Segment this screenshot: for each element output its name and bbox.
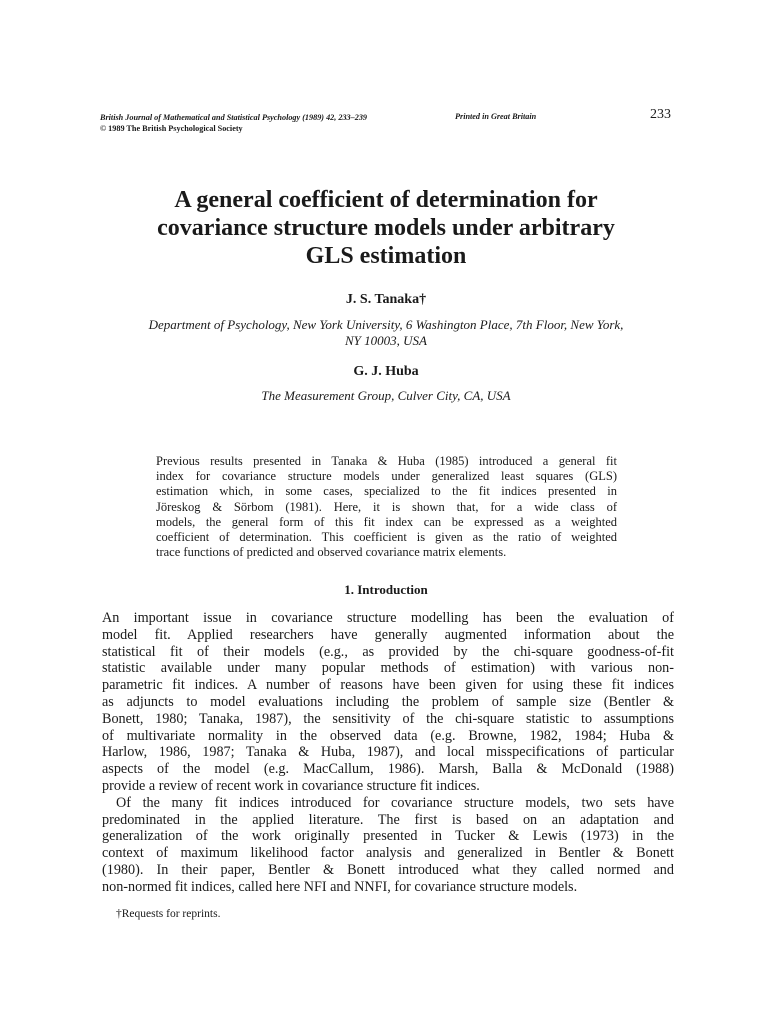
body-line: model fit. Applied researchers have generally augmented information about the: [102, 626, 674, 643]
abstract-line: estimation which, in some cases, specialized to the fit indices presented in: [156, 484, 617, 499]
body-line: (1980). In their paper, Bentler & Bonett introduced what they called normed and: [102, 861, 674, 878]
paper-title: [100, 186, 672, 270]
title-line: A general coefficient of determination for: [174, 187, 598, 213]
body-line: Of the many fit indices introduced for covariance structure models, two sets have: [116, 794, 674, 811]
author-name: G. J. Huba: [353, 364, 419, 379]
affiliation-line: Department of Psychology, New York University, 6 Washington Place, 7th Floor, New York,: [148, 317, 624, 332]
journal-citation: British Journal of Mathematical and Statistical Psychology (1989) 42, 233–239: [100, 113, 368, 122]
affiliation-line: The Measurement Group, Culver City, CA, USA: [261, 388, 511, 403]
body-line: as adjuncts to model evaluations including the problem of sample size (Bentler &: [102, 693, 674, 710]
body-line: of multivariate normality in the observed data (e.g. Browne, 1982, 1984; Huba &: [102, 727, 674, 744]
section-heading: 1. Introduction: [344, 582, 428, 597]
body-text: [102, 610, 674, 896]
author-name: J. S. Tanaka†: [345, 292, 427, 307]
body-line: An important issue in covariance structure modelling has been the evaluation of: [102, 610, 674, 626]
body-line: generalization of the work originally presented in Tucker & Lewis (1973) in the: [102, 828, 674, 845]
abstract: [156, 454, 617, 560]
title-line: GLS estimation: [305, 243, 467, 269]
body-line: provide a review of recent work in covariance structure fit indices.: [102, 777, 480, 794]
body-line: parametric fit indices. A number of reasons have been given for using these fit indices: [102, 677, 674, 694]
abstract-line: index for covariance structure models under generalized least squares (GLS): [156, 469, 617, 484]
title-line: covariance structure models under arbitrary: [157, 215, 615, 241]
affiliation-line: NY 10003, USA: [345, 333, 427, 348]
body-line: Bonett, 1980; Tanaka, 1987), the sensitivity of the chi-square statistic to assumptions: [102, 710, 674, 727]
running-header: [100, 112, 367, 134]
author-affiliation: [100, 388, 672, 404]
abstract-line: Jöreskog & Sörbom (1981). Here, it is shown that, for a wide class of: [156, 499, 617, 514]
abstract-line: coefficient of determination. This coefficient is given as the ratio of weighted: [156, 530, 617, 545]
body-line: statistical fit of their models (e.g., as provided by the chi-square goodness-of-fit: [102, 643, 674, 660]
body-line: non-normed fit indices, called here NFI and NNFI, for covariance structure models.: [102, 878, 578, 895]
abstract-line: models, the general form of this fit index can be expressed as a weighted: [156, 514, 617, 529]
footnote: †Requests for reprints.: [116, 908, 221, 920]
body-line: Harlow, 1986, 1987; Tanaka & Huba, 1987), and local misspecifications of particular: [102, 744, 674, 761]
abstract-line: trace functions of predicted and observed covariance matrix elements.: [156, 545, 507, 560]
body-line: context of maximum likelihood factor analysis and generalized in Bentler & Bonett: [102, 845, 674, 862]
printed-notice: Printed in Great Britain: [455, 112, 537, 121]
abstract-line: Previous results presented in Tanaka & Huba (1985) introduced a general fit: [156, 454, 617, 468]
copyright-notice: © 1989 The British Psychological Society: [100, 124, 243, 133]
body-line: predominated in the applied literature. The first is based on an adaptation and: [102, 811, 674, 828]
page-number: 233: [650, 107, 671, 122]
author-affiliation: [100, 317, 672, 349]
body-line: statistic available under many popular methods of estimation) with various non-: [102, 660, 674, 677]
body-line: aspects of the model (e.g. MacCallum, 1986). Marsh, Balla & McDonald (1988): [102, 761, 674, 778]
